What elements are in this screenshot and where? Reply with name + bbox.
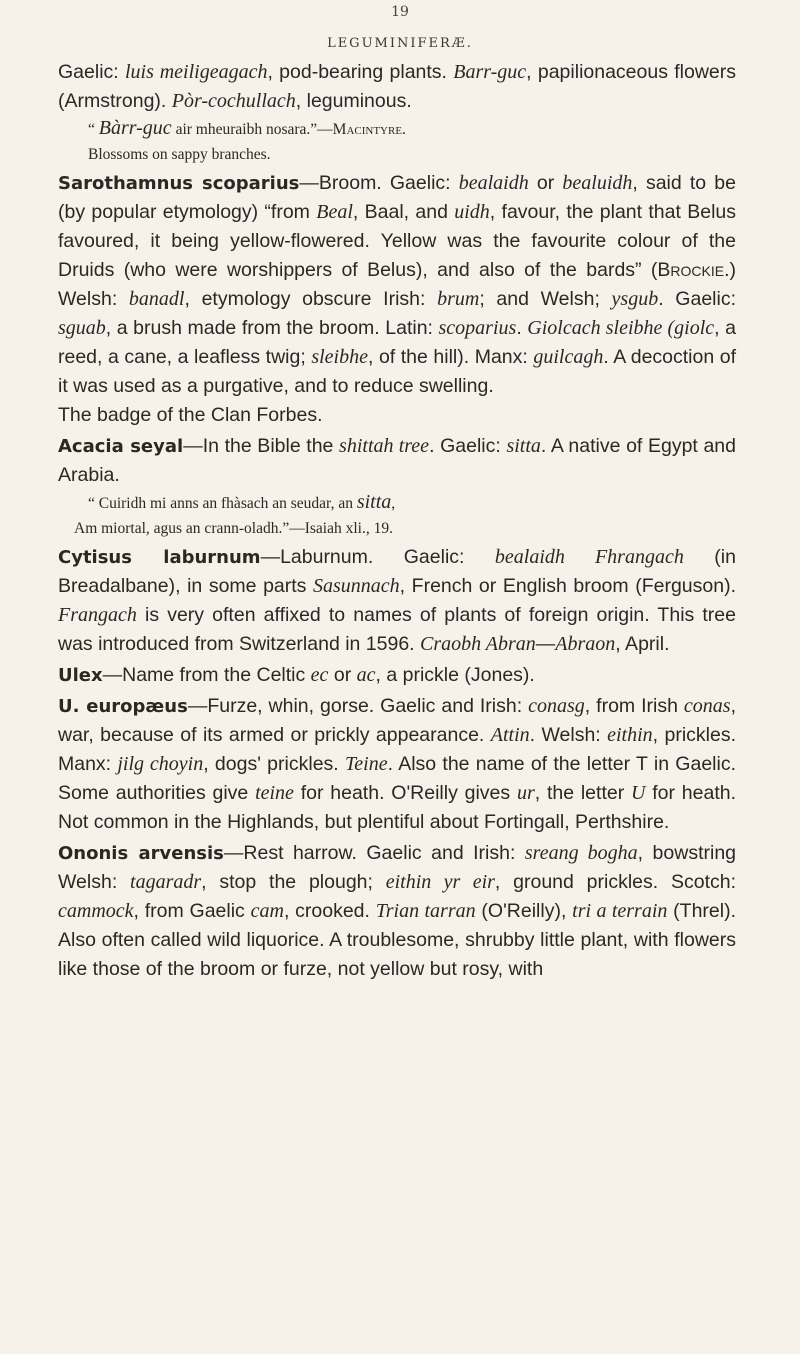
quote-macintyre-translation: Blossoms on sappy branches. xyxy=(88,146,271,163)
entry-ononis: Ononis arvensis—Rest harrow. Gaelic and Irish: sreang bogha, bowstring Welsh: tagaradr, stop the plough; eithin yr eir, ground prickles. Scotch: cammock, from Gaelic cam, crooked. Trian tarran (O'Reilly), tri a terrain (Threl). Also often called wild liquorice. A troublesome, shrubby little plant, with flowers like those of the broom or furze, not yellow but rosy, with xyxy=(58,842,737,980)
page-body xyxy=(58,58,736,984)
entry-cytisus: Cytisus laburnum—Laburnum. Gaelic: bealaidh Fhrangach (in Breadalbane), in some parts Sasunnach, French or English broom (Ferguson). Frangach is very often affixed to names of plants of foreign origin. This tree was introduced from Switzerland in 1596. Craobh Abran—Abraon, April. xyxy=(58,546,736,655)
species-name: Sarothamnus scoparius xyxy=(58,173,300,194)
intro-paragraph: Gaelic: luis meiligeagach, pod-bearing plants. Barr-guc, papilionaceous flowers (Armstrong). Pòr-cochullach, leguminous. xyxy=(58,61,737,112)
species-name: Ononis arvensis xyxy=(58,843,224,864)
badge-line: The badge of the Clan Forbes. xyxy=(58,404,323,426)
quote-macintyre: “ Bàrr-guc air mheuraibh nosara.”—Macintyre. xyxy=(88,117,406,139)
quote-isaiah-line2: Am miortal, agus an crann-oladh.”—Isaiah xli., 19. xyxy=(74,520,393,537)
species-name: U. europæus xyxy=(58,696,188,717)
entry-ulex-europaeus: U. europæus—Furze, whin, gorse. Gaelic and Irish: conasg, from Irish conas, war, because of its armed or prickly appearance. Attin. Welsh: eithin, prickles. Manx: jilg choyin, dogs' prickles. Teine. Also the name of the letter T in Gaelic. Some authorities give teine for heath. O'Reilly gives ur, the letter U for heath. Not common in the Highlands, but plentiful about Fortingall, Perthshire. xyxy=(58,695,737,833)
entry-ulex: Ulex—Name from the Celtic ec or ac, a prickle (Jones). xyxy=(58,664,535,686)
page-number: 19 xyxy=(391,4,409,20)
running-head: LEGUMINIFERÆ. xyxy=(327,36,473,51)
species-name: Ulex xyxy=(58,665,103,686)
species-name: Cytisus laburnum xyxy=(58,547,261,568)
species-name: Acacia seyal xyxy=(58,436,184,457)
entry-acacia: Acacia seyal—In the Bible the shittah tree. Gaelic: sitta. A native of Egypt and Arabia. xyxy=(58,435,736,486)
quote-isaiah-line1: “ Cuiridh mi anns an fhàsach an seudar, an sitta, xyxy=(88,491,396,513)
entry-sarothamnus: Sarothamnus scoparius—Broom. Gaelic: bealaidh or bealuidh, said to be (by popular etymology) “from Beal, Baal, and uidh, favour, the plant that Belus favoured, it being yellow-flowered. Yellow was the favourite colour of the Druids (who were worshippers of Belus), and also of the bards” (Brockie.) Welsh: banadl, etymology obscure Irish: brum; and Welsh; ysgub. Gaelic: sguab, a brush made from the broom. Latin: scoparius. Giolcach sleibhe (giolc, a reed, a cane, a leafless twig; sleibhe, of the hill). Manx: guilcagh. A decoction of it was used as a purgative, and to reduce swelling. xyxy=(58,172,737,397)
